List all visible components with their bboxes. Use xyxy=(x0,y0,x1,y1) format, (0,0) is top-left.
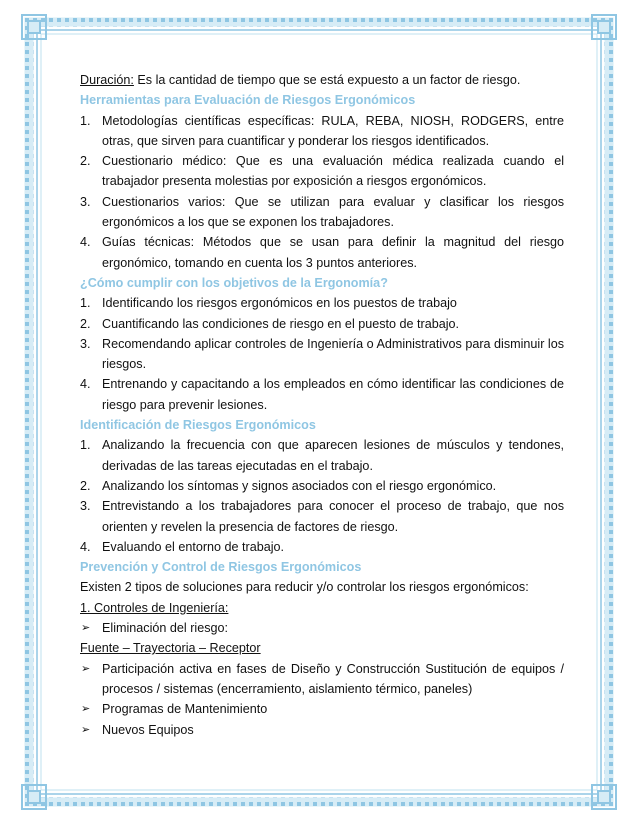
list-number: 2. xyxy=(80,316,91,331)
list-number: 4. xyxy=(80,235,91,250)
bullet-item xyxy=(80,618,564,638)
list-item xyxy=(80,496,564,537)
bullet-item xyxy=(80,699,564,719)
list-text: Cuantificando las condiciones de riesgo en el puesto de trabajo. xyxy=(102,316,460,331)
document-body xyxy=(80,70,564,740)
list-item xyxy=(80,374,564,415)
solutions-intro: Existen 2 tipos de soluciones para reducir y/o controlar los riesgos ergonómicos: xyxy=(80,580,529,595)
list-text: Cuestionario médico: Que es una evaluación médica realizada cuando el trabajador presenta molestias por exposición a riesgos ergonómicos. xyxy=(102,154,564,189)
list-number: 1. xyxy=(80,296,91,311)
list-text: Guías técnicas: Métodos que se usan para definir la magnitud del riesgo ergonómico, tomando en cuenta los 3 puntos anteriores. xyxy=(102,235,564,270)
list-text: Analizando la frecuencia con que aparecen lesiones de músculos y tendones, derivadas de las tareas ejecutadas en el trabajo. xyxy=(102,438,564,473)
list-text: Entrenando y capacitando a los empleados en cómo identificar las condiciones de riesgo para prevenir lesiones. xyxy=(102,377,564,412)
list-item xyxy=(80,192,564,233)
list-text: Recomendando aplicar controles de Ingeniería o Administrativos para disminuir los riesgos. xyxy=(102,336,565,372)
bullet-text: Participación activa en fases de Diseño y Construcción Sustitución de equipos / procesos / sistemas (encerramiento, aislamiento térmico, paneles) xyxy=(102,661,564,696)
heading-evaluation-tools: Herramientas para Evaluación de Riesgos Ergonómicos xyxy=(80,93,416,108)
heading-prevention-control: Prevención y Control de Riesgos Ergonómicos xyxy=(80,560,362,575)
list-number: 4. xyxy=(80,539,91,554)
bullet-item xyxy=(80,720,564,740)
list-number: 2. xyxy=(80,478,91,493)
list-text: Entrevistando a los trabajadores para conocer el proceso de trabajo, que nos orienten y revelen la presencia de factores de riesgo. xyxy=(102,499,564,534)
list-text: Evaluando el entorno de trabajo. xyxy=(102,539,285,554)
bullet-text: Eliminación del riesgo: xyxy=(102,621,228,636)
duration-definition xyxy=(80,70,564,90)
list-item xyxy=(80,151,564,192)
list-number: 2. xyxy=(80,154,91,169)
arrow-bullet-icon: ➢ xyxy=(81,622,91,635)
arrow-bullet-icon: ➢ xyxy=(81,703,91,716)
list-item xyxy=(80,476,564,496)
source-path-receptor-label: Fuente – Trayectoria – Receptor xyxy=(80,641,261,656)
list-item xyxy=(80,293,564,313)
list-item xyxy=(80,232,564,273)
list-number: 3. xyxy=(80,499,91,514)
list-number: 1. xyxy=(80,113,91,128)
list-item xyxy=(80,111,564,152)
list-item xyxy=(80,334,564,375)
bullet-item xyxy=(80,659,564,700)
list-number: 4. xyxy=(80,377,91,392)
list-number: 1. xyxy=(80,438,91,453)
list-number: 3. xyxy=(80,336,91,351)
list-text: Identificando los riesgos ergonómicos en los puestos de trabajo xyxy=(102,296,457,311)
list-text: Analizando los síntomas y signos asociados con el riesgo ergonómico. xyxy=(102,478,497,493)
list-number: 3. xyxy=(80,194,91,209)
list-item xyxy=(80,314,564,334)
list-text: Metodologías científicas específicas: RULA, REBA, NIOSH, RODGERS, entre otras, que sirven para cuantificar y ponderar los riesgos identificados. xyxy=(102,113,564,148)
heading-ergonomics-objectives: ¿Cómo cumplir con los objetivos de la Ergonomía? xyxy=(80,275,388,290)
list-item xyxy=(80,537,564,557)
bullet-text: Programas de Mantenimiento xyxy=(102,702,268,717)
arrow-bullet-icon: ➢ xyxy=(81,723,91,736)
duration-text: Es la cantidad de tiempo que se está expuesto a un factor de riesgo. xyxy=(133,73,521,87)
list-text: Cuestionarios varios: Que se utilizan para evaluar y clasificar los riesgos ergonómicos a los que se exponen los trabajadores. xyxy=(102,194,564,230)
list-item xyxy=(80,435,564,476)
arrow-bullet-icon: ➢ xyxy=(81,662,91,675)
duration-term: Duración: xyxy=(80,73,134,87)
heading-risk-identification: Identificación de Riesgos Ergonómicos xyxy=(80,418,316,433)
bullet-text: Nuevos Equipos xyxy=(102,722,194,737)
engineering-controls-label: 1. Controles de Ingeniería: xyxy=(80,600,229,615)
